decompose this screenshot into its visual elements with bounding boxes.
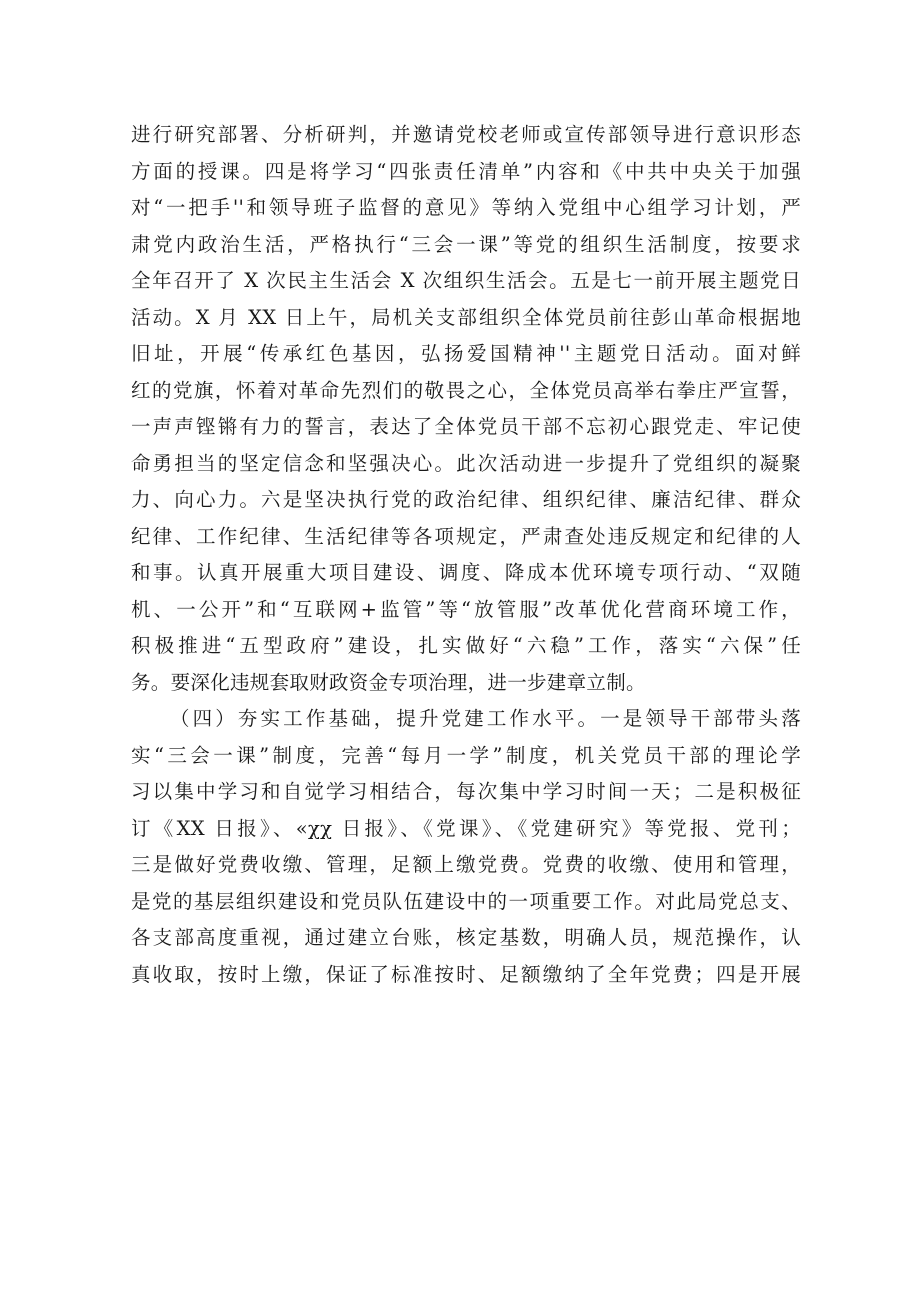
text-line: 和事。认真开展重大项目建设、调度、降成本优环境专项行动、“双随 [131,561,801,584]
text-line: 旧址，开展“传承红色基因，弘扬爱国精神''主题党日活动。面对鲜 [131,342,801,365]
text-line: 积极推进“五型政府”建设，扎实做好“六稳”工作，落实“六保”任 [131,634,801,657]
section-heading-line: （四）夯实工作基础，提升党建工作水平。一是领导干部带头落 [170,707,801,730]
text-line: 各支部高度重视，通过建立台账，核定基数，明确人员，规范操作，认 [131,926,801,949]
text-line: 真收取，按时上缴，保证了标准按时、足额缴纳了全年党费；四是开展 [131,962,801,986]
text-line: 肃党内政治生活，严格执行“三会一课”等党的组织生活制度，按要求 [131,232,801,256]
text-line: 红的党旗，怀着对革命先烈们的敬畏之心，全体党员高举右拳庄严宣誓， [131,378,801,402]
text-line: 纪律、工作纪律、生活纪律等各项规定，严肃查处违反规定和纪律的人 [131,524,801,548]
text-line: 订《XX 日报》、«χχ 日报》、《党课》、《党建研究》等党报、党刊； [131,816,801,840]
text-line: 三是做好党费收缴、管理，足额上缴党费。党费的收缴、使用和管理， [131,853,801,876]
document-body [131,117,801,993]
text-line: 对“一把手''和领导班子监督的意见》等纳入党组中心组学习计划，严 [131,196,801,219]
paragraph-section-four [131,701,801,993]
text-line: 务。要深化违规套取财政资金专项治理，进一步建章立制。 [131,670,646,694]
text-line: 进行研究部署、分析研判，并邀请党校老师或宣传部领导进行意识形态 [131,123,801,146]
paragraph-party-building-activities [131,117,801,701]
text-line: 是党的基层组织建设和党员队伍建设中的一项重要工作。对此局党总支、 [131,889,801,913]
text-line: 命勇担当的坚定信念和坚强决心。此次活动进一步提升了党组织的凝聚 [131,451,801,475]
text-line: 全年召开了 X 次民主生活会 X 次组织生活会。五是七一前开展主题党日 [131,269,801,292]
text-line: 习以集中学习和自觉学习相结合，每次集中学习时间一天；二是积极征 [131,780,801,803]
text-line: 方面的授课。四是将学习“四张责任清单”内容和《中共中央关于加强 [131,159,801,183]
text-line: 力、向心力。六是坚决执行党的政治纪律、组织纪律、廉洁纪律、群众 [131,488,801,511]
text-line: 实“三会一课”制度，完善“每月一学”制度，机关党员干部的理论学 [131,743,801,767]
text-line: 一声声铿锵有力的誓言，表达了全体党员干部不忘初心跟党走、牢记使 [131,415,801,438]
text-line: 活动。X 月 XX 日上午，局机关支部组织全体党员前往彭山革命根据地 [131,305,801,329]
text-line: 机、一公开”和“互联网+监管”等“放管服”改革优化营商环境工作， [131,597,801,621]
